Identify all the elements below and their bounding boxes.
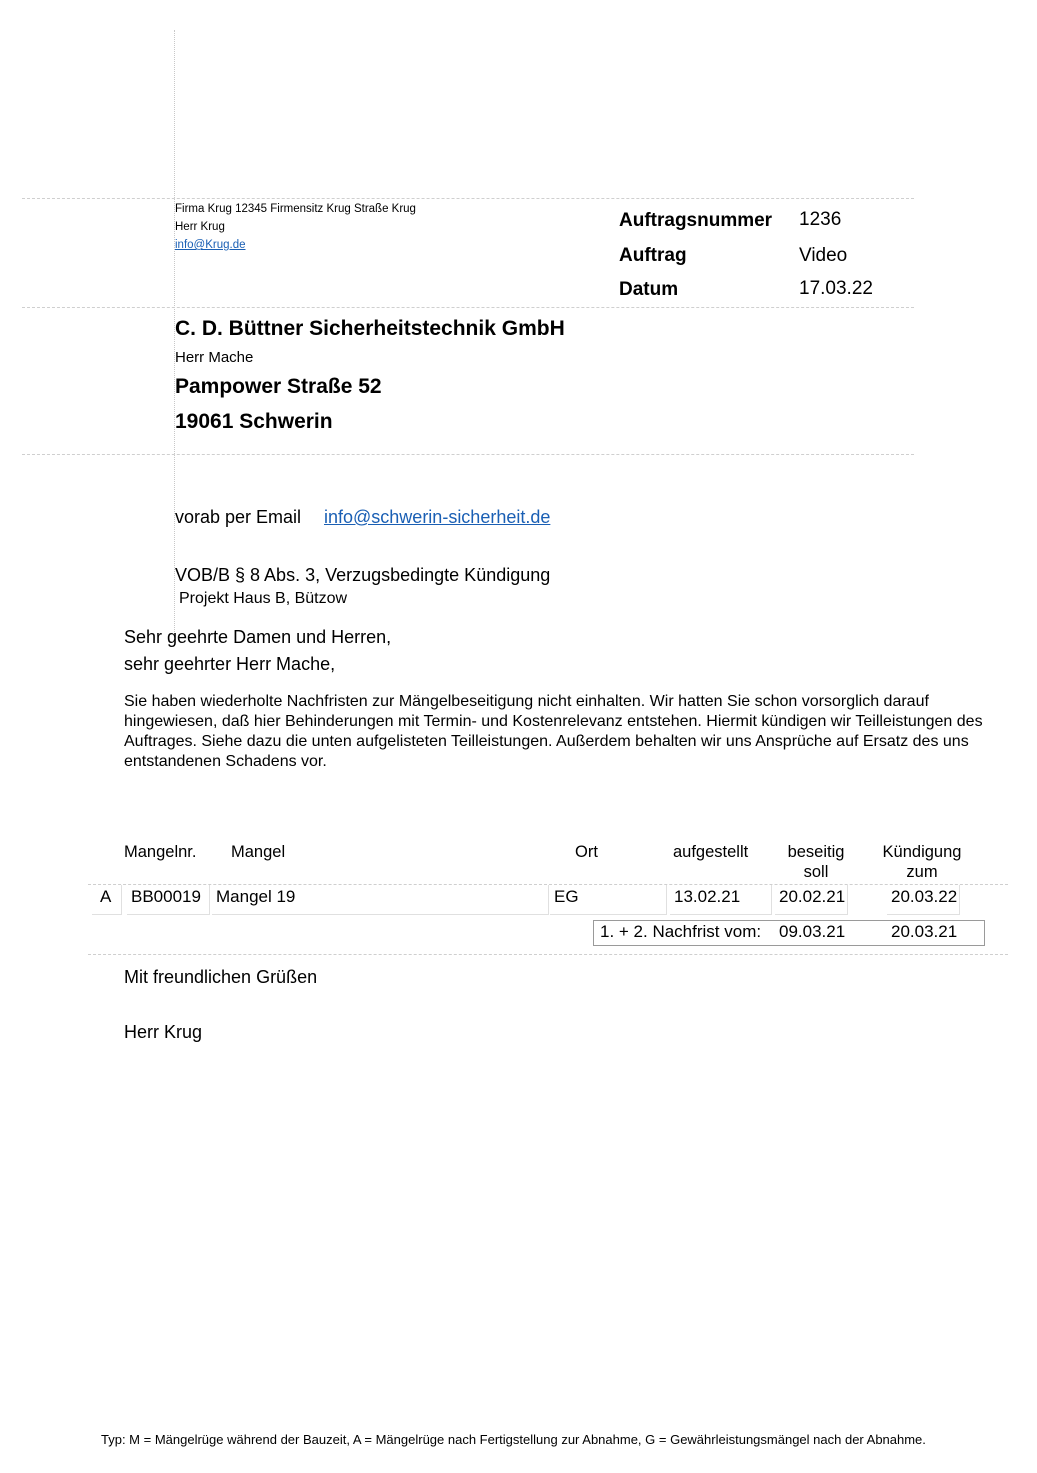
salutation-line: sehr geehrter Herr Mache, <box>124 654 336 674</box>
sender-email-link[interactable]: info@Krug.de <box>175 239 246 251</box>
order-number-label: Auftragsnummer <box>619 210 773 231</box>
sender-line: Firma Krug 12345 Firmensitz Krug Straße Krug <box>175 203 416 215</box>
project-line: Projekt Haus B, Bützow <box>179 590 348 607</box>
header-beseitig-line2: soll <box>803 863 829 881</box>
divider <box>22 454 914 455</box>
divider <box>22 307 914 308</box>
cell-ort: EG <box>550 885 667 915</box>
header-beseitig-soll <box>774 842 858 882</box>
recipient-contact: Herr Mache <box>175 349 254 366</box>
date-value: 17.03.22 <box>799 278 873 299</box>
cell-kuendigung: 20.03.22 <box>887 885 960 915</box>
cell-aufgestellt: 13.02.21 <box>670 885 772 915</box>
cell-typ: A <box>92 885 122 915</box>
header-kuendigung-zum <box>872 842 972 882</box>
header-mangel: Mangel <box>231 843 286 861</box>
nachfrist-date2: 20.03.21 <box>891 922 958 941</box>
closing-greeting: Mit freundlichen Grüßen <box>124 967 318 987</box>
recipient-email-link[interactable]: info@schwerin-sicherheit.de <box>324 507 551 527</box>
order-value: Video <box>799 245 848 266</box>
order-number-value: 1236 <box>799 209 842 230</box>
header-kuendigung-line2: zum <box>906 863 938 881</box>
salutation-line: Sehr geehrte Damen und Herren, <box>124 627 392 647</box>
cell-nr: BB00019 <box>127 885 210 915</box>
recipient-city: 19061 Schwerin <box>175 410 333 433</box>
recipient-company: C. D. Büttner Sicherheitstechnik GmbH <box>175 317 565 340</box>
sender-name: Herr Krug <box>175 221 225 233</box>
divider <box>22 198 914 199</box>
table-divider <box>88 954 1008 955</box>
subject-line: VOB/B § 8 Abs. 3, Verzugsbedingte Kündigung <box>175 565 551 585</box>
date-label: Datum <box>619 279 679 300</box>
cell-mangel: Mangel 19 <box>212 885 549 915</box>
header-aufgestellt: aufgestellt <box>673 843 749 861</box>
delivery-label: vorab per Email <box>175 507 302 527</box>
sender-block <box>175 200 416 254</box>
nachfrist-label: 1. + 2. Nachfrist vom: <box>600 922 762 941</box>
order-label: Auftrag <box>619 245 687 266</box>
header-ort: Ort <box>575 843 598 861</box>
body-paragraph: Sie haben wiederholte Nachfristen zur Mängelbeseitigung nicht einhalten. Wir hatten Sie schon vorsorglich darauf hingewiesen, daß hier Behinderungen mit Termin- und Kostenrelevanz entstehen. Hiermit kündigen wir Teilleistungen des Auftrages. Siehe dazu die unten aufgelisteten Teilleistungen. Außerdem behalten wir uns Ansprüche auf Ersatz des uns entstandenen Schadens vor. <box>124 693 983 770</box>
header-kuendigung-line1: Kündigung <box>882 843 962 861</box>
footer-note: Typ: M = Mängelrüge während der Bauzeit, A = Mängelrüge nach Fertigstellung zur Abnahme, G = Gewährleistungsmängel nach der Abnahme. <box>101 1432 926 1447</box>
recipient-street: Pampower Straße 52 <box>175 375 382 398</box>
cell-beseitig: 20.02.21 <box>775 885 848 915</box>
header-beseitig-line1: beseitig <box>787 843 845 861</box>
signature: Herr Krug <box>124 1022 203 1042</box>
header-mangelnr: Mangelnr. <box>124 843 197 861</box>
nachfrist-box <box>593 920 985 946</box>
nachfrist-date1: 09.03.21 <box>779 922 846 941</box>
